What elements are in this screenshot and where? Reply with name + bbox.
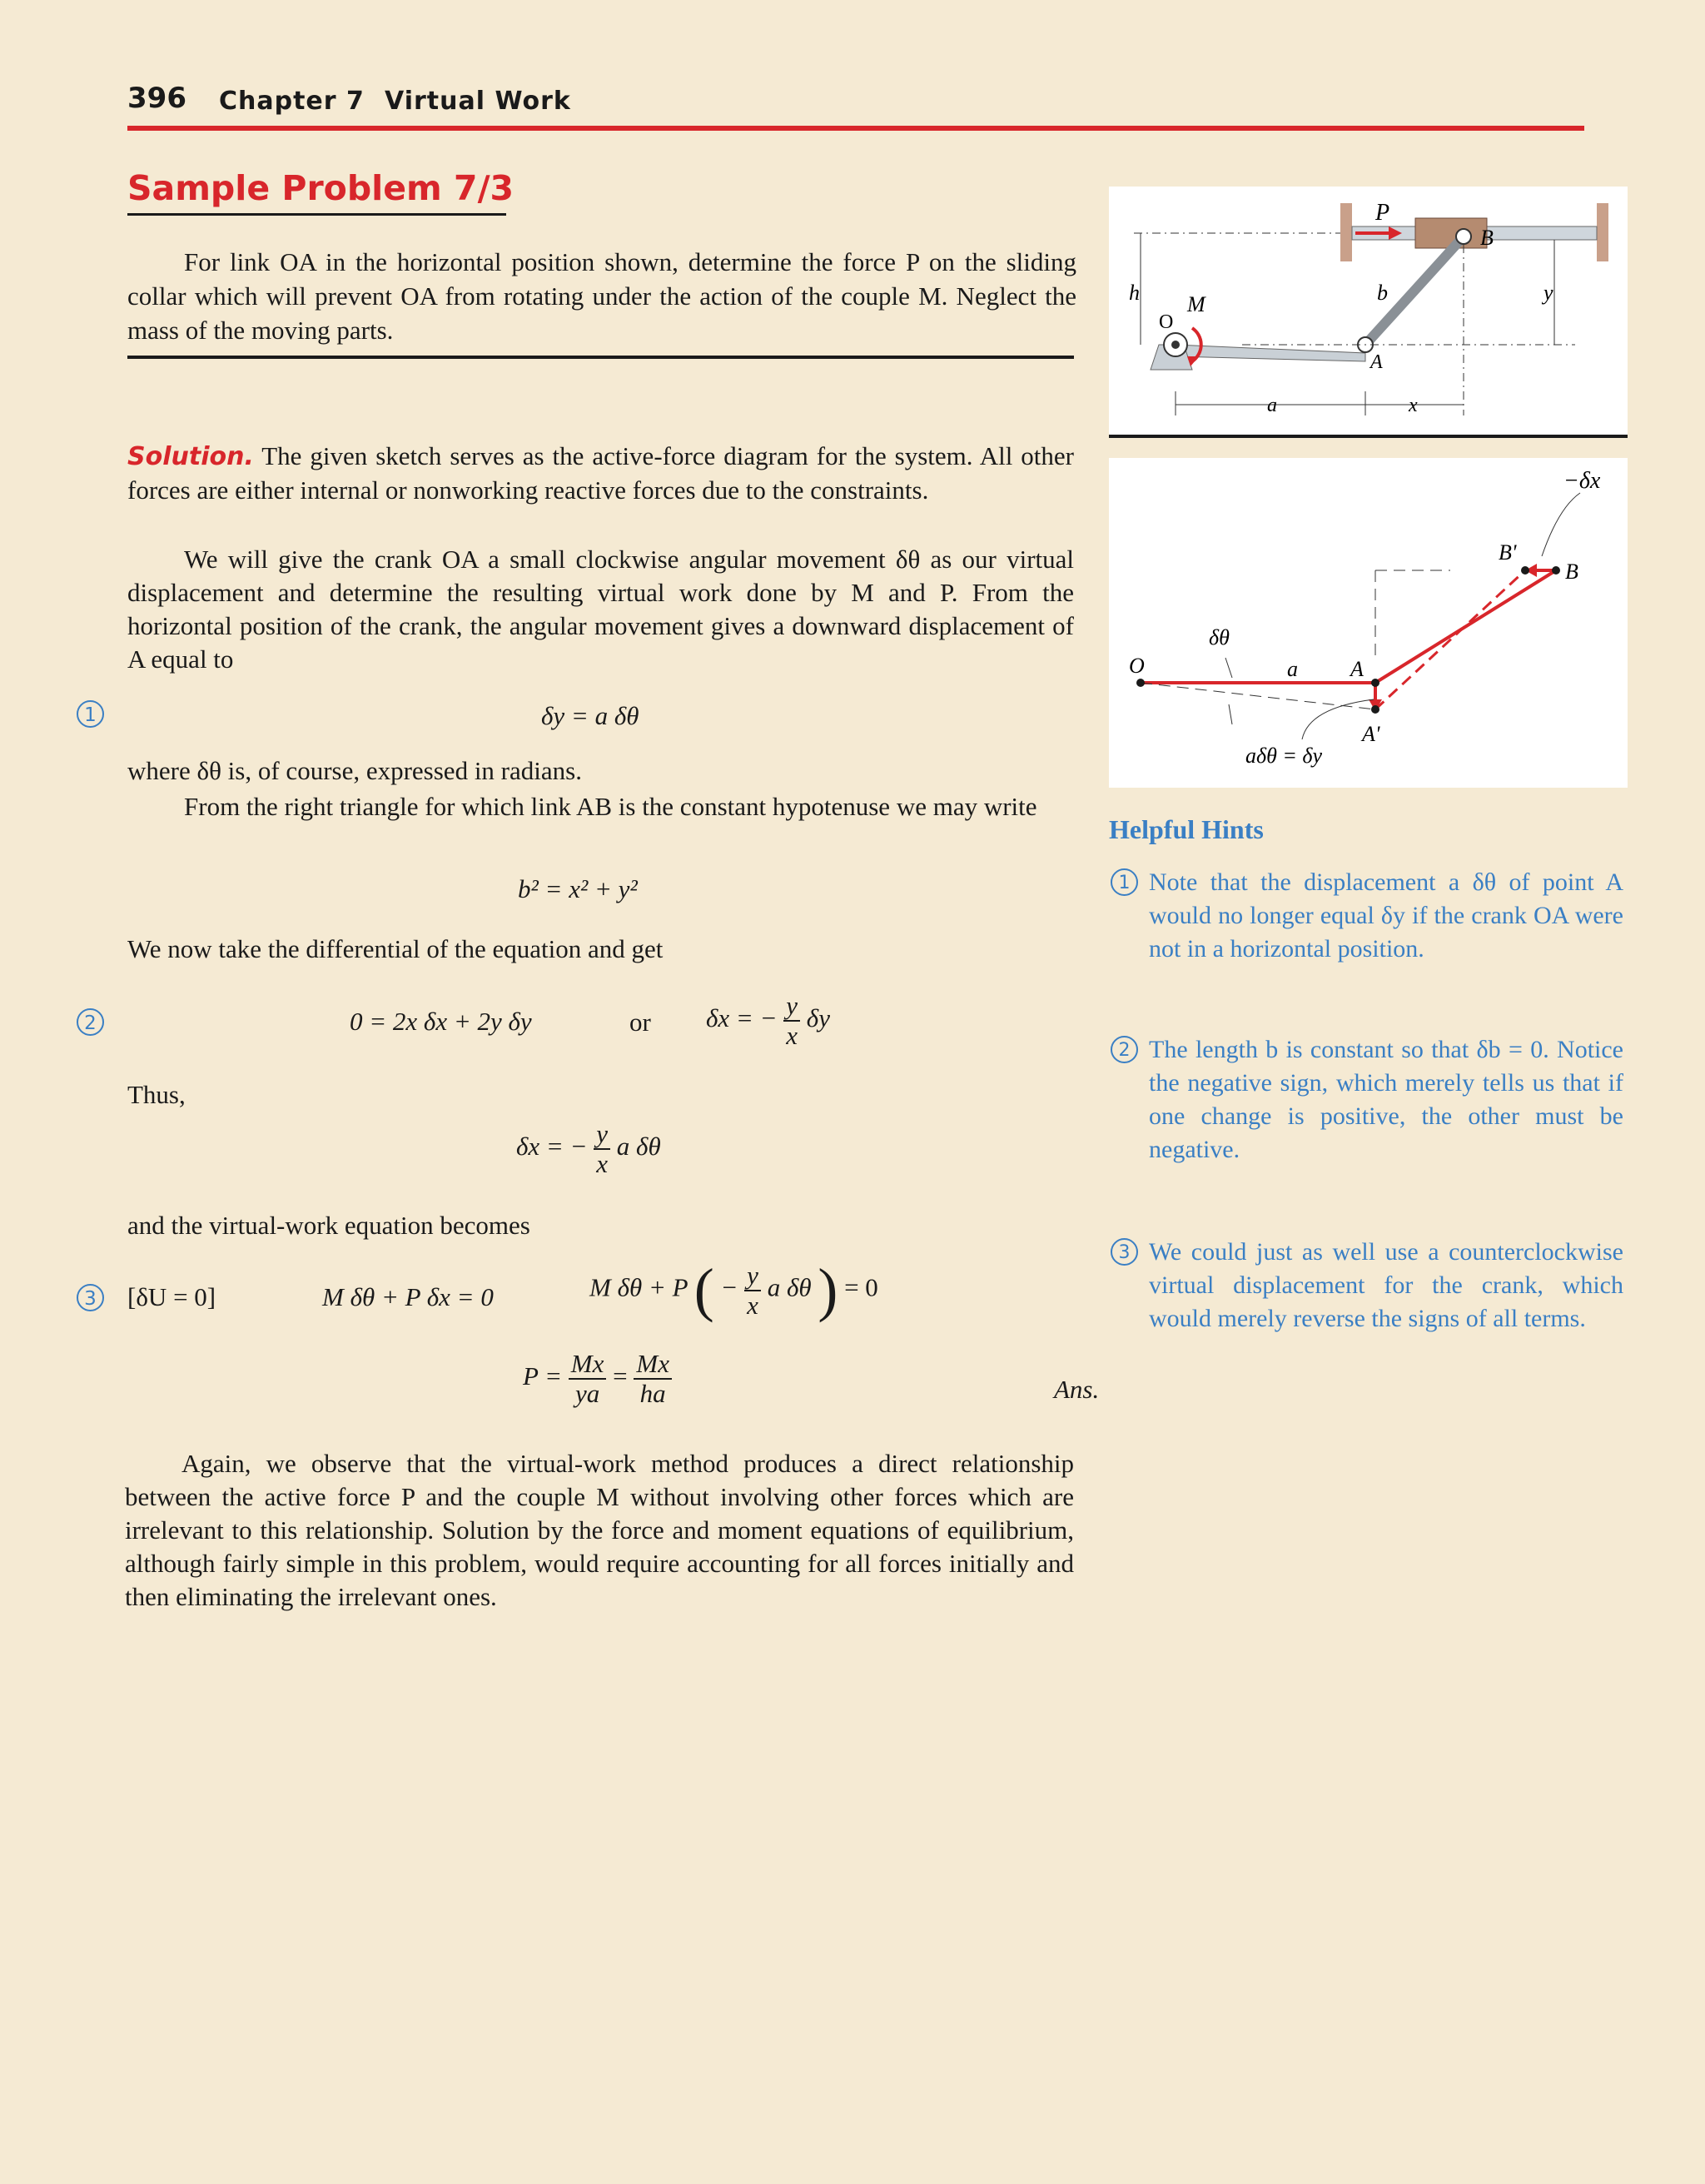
equation-5-tag: [δU = 0] bbox=[127, 1282, 216, 1311]
right-wall bbox=[1597, 203, 1608, 261]
label-b-prime: B' bbox=[1499, 540, 1517, 565]
link-ab-line bbox=[1375, 570, 1556, 683]
eq3b-lhs: δx = − bbox=[706, 1003, 778, 1033]
eq5b-inner-lhs: − bbox=[720, 1272, 738, 1302]
solution-paragraph-4: From the right triangle for which link AB is the constant hypotenuse we may write bbox=[184, 792, 1037, 821]
point-a bbox=[1371, 679, 1379, 687]
eq4-lhs: δx = − bbox=[516, 1132, 588, 1162]
joint-b bbox=[1456, 229, 1471, 244]
eq4-den: x bbox=[596, 1149, 609, 1178]
answer-label: Ans. bbox=[1054, 1375, 1100, 1404]
label-adtheta: aδθ = δy bbox=[1245, 744, 1323, 768]
equation-4 bbox=[516, 1120, 661, 1178]
solution-paragraph-2: We will give the crank OA a small clockwise angular movement δθ as our virtual displacement and determine the resulting virtual work done by M and P. From the horizontal position of the crank, the angular movement gives a downward displacement of A equal to bbox=[127, 545, 1074, 674]
hint-2-marker: 2 bbox=[1111, 1036, 1138, 1063]
eq5b-lparen: ( bbox=[693, 1256, 714, 1323]
eq5b-inner-rhs: a δθ bbox=[767, 1272, 812, 1302]
eq6-fraction-1 bbox=[569, 1350, 607, 1408]
label-a-length: a bbox=[1287, 657, 1298, 681]
label-b-length: b bbox=[1377, 281, 1388, 305]
eq3b-fraction bbox=[783, 992, 800, 1050]
eq3b-rhs: δy bbox=[806, 1003, 830, 1033]
figure-divider bbox=[1109, 435, 1628, 438]
label-h: h bbox=[1129, 281, 1140, 305]
eq6-equals: = bbox=[613, 1361, 628, 1391]
header-rule bbox=[127, 126, 1584, 131]
chapter-title: Virtual Work bbox=[385, 87, 571, 116]
label-p: P bbox=[1375, 200, 1390, 226]
solution-paragraph-7: and the virtual-work equation becomes bbox=[127, 1211, 530, 1240]
chapter-label: Chapter 7 bbox=[219, 87, 365, 116]
marker-3: 3 bbox=[77, 1284, 104, 1311]
left-wall bbox=[1340, 203, 1352, 261]
label-a-length: a bbox=[1267, 395, 1277, 416]
hint-1-text: Note that the displacement a δθ of point A would no longer equal δy if the crank OA were not in a horizontal position. bbox=[1149, 868, 1623, 963]
label-o: O bbox=[1159, 311, 1174, 333]
equation-5b bbox=[589, 1256, 878, 1325]
statement-rule bbox=[127, 356, 1074, 359]
mechanism-figure bbox=[1109, 187, 1628, 435]
displacement-figure bbox=[1109, 458, 1628, 788]
eq6-num1: Mx bbox=[569, 1350, 607, 1380]
eq5b-lhs: M δθ + P bbox=[589, 1272, 688, 1302]
eq6-lhs: P = bbox=[523, 1361, 563, 1391]
label-b: B bbox=[1565, 560, 1578, 584]
title-underline bbox=[127, 213, 506, 216]
marker-2: 2 bbox=[77, 1008, 104, 1036]
point-b-prime bbox=[1521, 566, 1529, 575]
eq6-fraction-2 bbox=[634, 1350, 672, 1408]
eq5b-rparen: ) bbox=[818, 1256, 838, 1323]
label-o: O bbox=[1129, 654, 1145, 678]
eq3b-num: y bbox=[783, 992, 800, 1022]
sample-problem-title: Sample Problem 7/3 bbox=[127, 168, 514, 208]
hint-2-text: The length b is constant so that δb = 0. Notice the negative sign, which merely tells us that if one change is positive, the other must be negative. bbox=[1149, 1036, 1623, 1163]
solution-paragraph-3: where δθ is, of course, expressed in radians. bbox=[127, 756, 582, 785]
link-oa-displaced bbox=[1141, 683, 1375, 709]
solution-p1-text: The given sketch serves as the active-force diagram for the system. All other forces are either internal or nonworking reactive forces due to the constraints. bbox=[127, 441, 1074, 505]
label-y: y bbox=[1543, 281, 1553, 305]
equation-3-or: or bbox=[629, 1007, 651, 1037]
marker-1: 1 bbox=[77, 700, 104, 728]
label-a: A bbox=[1350, 657, 1364, 681]
eq5b-num: y bbox=[744, 1261, 761, 1291]
label-m: M bbox=[1187, 292, 1205, 316]
solution-paragraph-5: We now take the differential of the equation and get bbox=[127, 934, 664, 963]
eq6-den1: ya bbox=[574, 1379, 600, 1408]
solution-paragraph-1 bbox=[127, 440, 1074, 507]
equation-3b bbox=[706, 992, 830, 1050]
solution-paragraph-6: Thus, bbox=[127, 1080, 186, 1109]
label-b-point: B bbox=[1480, 226, 1494, 250]
eq4-fraction bbox=[594, 1120, 610, 1178]
point-b bbox=[1552, 566, 1560, 575]
label-a-prime: A' bbox=[1362, 722, 1380, 746]
point-o bbox=[1136, 679, 1145, 687]
equation-5a: M δθ + P δx = 0 bbox=[322, 1282, 494, 1311]
solution-paragraph-8: Again, we observe that the virtual-work method produces a direct relationship between the active force P and the couple M without involving other forces which are irrelevant to this relationship. Solution by the force and moment equations of equilibrium, although fairly simple in this problem, would require accounting for all forces initially and then eliminating the irrelevant ones. bbox=[125, 1449, 1074, 1611]
eq6-num2: Mx bbox=[634, 1350, 672, 1380]
page-number: 396 bbox=[127, 82, 186, 115]
eq5b-den: x bbox=[747, 1290, 758, 1320]
eq4-num: y bbox=[594, 1120, 610, 1150]
point-a-prime bbox=[1371, 705, 1379, 714]
leader-dx bbox=[1542, 493, 1580, 556]
helpful-hints-title: Helpful Hints bbox=[1109, 814, 1264, 844]
hint-3-text: We could just as well use a counterclockwise virtual displacement for the crank, which would merely reverse the signs of all terms. bbox=[1149, 1238, 1623, 1332]
link-ab-displaced bbox=[1375, 570, 1525, 709]
equation-2: b² = x² + y² bbox=[518, 874, 638, 903]
leader-dtheta-bottom bbox=[1229, 704, 1232, 724]
eq5b-rhs: = 0 bbox=[844, 1272, 878, 1302]
problem-statement: For link OA in the horizontal position shown, determine the force P on the sliding collar which will prevent OA from rotating under the action of the couple M. Neglect the mass of the moving parts. bbox=[127, 247, 1076, 345]
equation-3a: 0 = 2x δx + 2y δy bbox=[350, 1007, 532, 1036]
equation-6 bbox=[523, 1350, 672, 1408]
crank-oa bbox=[1176, 345, 1365, 361]
equation-1: δy = a δθ bbox=[541, 701, 639, 730]
eq6-den2: ha bbox=[639, 1379, 666, 1408]
eq3b-den: x bbox=[786, 1021, 798, 1050]
eq4-rhs: a δθ bbox=[616, 1132, 661, 1162]
leader-dtheta-top bbox=[1225, 658, 1232, 678]
hint-3-marker: 3 bbox=[1111, 1238, 1138, 1266]
label-a-point: A bbox=[1370, 351, 1383, 373]
eq5b-fraction bbox=[744, 1261, 761, 1320]
pivot-o-center bbox=[1171, 341, 1180, 349]
solution-label: Solution. bbox=[127, 442, 254, 471]
label-x: x bbox=[1409, 395, 1418, 416]
hint-1-marker: 1 bbox=[1111, 868, 1138, 896]
label-dtheta: δθ bbox=[1209, 625, 1230, 649]
label-minus-dx: −δx bbox=[1563, 468, 1601, 494]
